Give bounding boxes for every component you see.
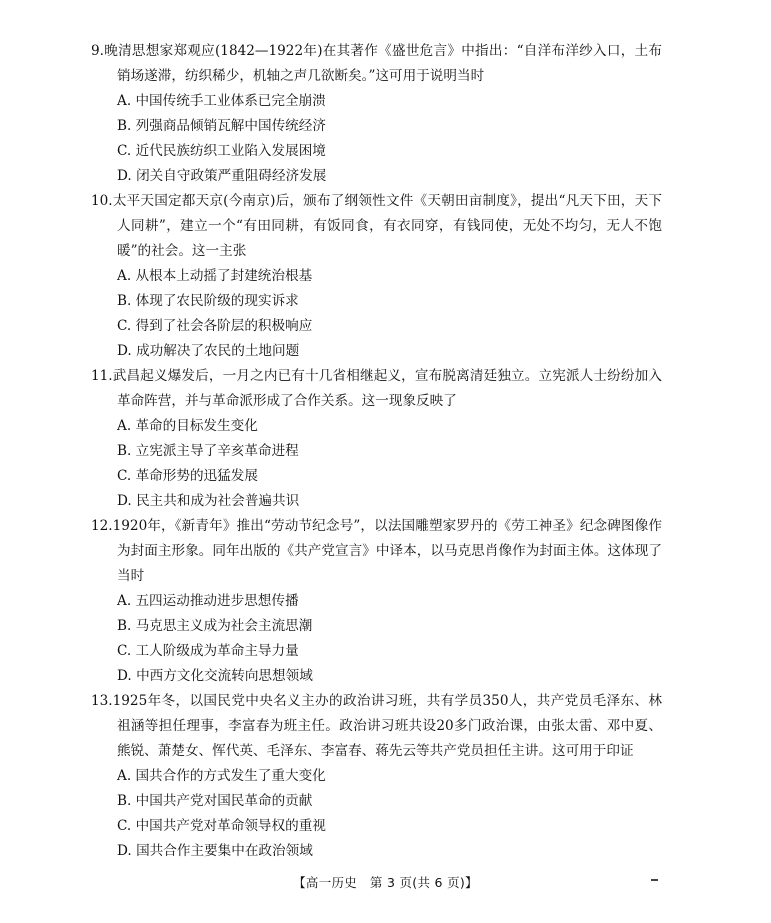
option-c: C. 得到了社会各阶层的积极响应 xyxy=(117,318,313,334)
option-b: B. 体现了农民阶级的现实诉求 xyxy=(117,293,299,309)
option-a: A. 从根本上动摇了封建统治根基 xyxy=(117,268,313,284)
option-a: A. 国共合作的方式发生了重大变化 xyxy=(117,768,326,784)
question-text: 晚清思想家郑观应(1842—1922年)在其著作《盛世危言》中指出：“自洋布洋纱入口，土布销场遂滞，纺织稀少，机轴之声几欲断矣。”这可用于说明当时 xyxy=(103,43,662,84)
option-b: B. 列强商品倾销瓦解中国传统经济 xyxy=(117,118,326,134)
question-stem xyxy=(91,689,662,764)
option-c: C. 近代民族纺织工业陷入发展困境 xyxy=(117,143,326,159)
question-text: 武昌起义爆发后，一月之内已有十几省相继起义，宣布脱离清廷独立。立宪派人士纷纷加入革命阵营，并与革命派形成了合作关系。这一现象反映了 xyxy=(112,368,662,409)
page-footer: 【高一历史 第 3 页(共 6 页)】 xyxy=(293,875,478,890)
option-b: B. 中国共产党对国民革命的贡献 xyxy=(117,793,313,809)
question-number: 11. xyxy=(91,368,113,384)
option-b: B. 马克思主义成为社会主流思潮 xyxy=(117,618,313,634)
option-c: C. 工人阶级成为革命主导力量 xyxy=(117,643,299,659)
question-12 xyxy=(91,514,662,689)
option-a: A. 中国传统手工业体系已完全崩溃 xyxy=(117,93,326,109)
option-d: D. 成功解决了农民的土地问题 xyxy=(117,343,300,359)
option-d: D. 国共合作主要集中在政治领域 xyxy=(117,843,313,859)
question-text: 1925年冬，以国民党中央名义主办的政治讲习班，共有学员350人，共产党员毛泽东、林祖涵等担任理事，李富春为班主任。政治讲习班共设20多门政治课，由张太雷、邓中夏、熊锐、萧楚女、恽代英、毛泽东、李富春、蒋先云等共产党员担任主讲。这可用于印证 xyxy=(112,693,662,759)
option-d: D. 中西方文化交流转向思想领域 xyxy=(117,668,313,684)
question-stem xyxy=(91,189,662,264)
question-13 xyxy=(91,689,662,864)
option-d: D. 民主共和成为社会普遍共识 xyxy=(117,493,300,509)
question-9 xyxy=(91,39,662,189)
option-a: A. 革命的目标发生变化 xyxy=(117,418,258,434)
question-10 xyxy=(91,189,662,364)
question-number: 9. xyxy=(91,43,104,59)
question-stem xyxy=(91,514,662,589)
question-number: 10. xyxy=(91,193,113,209)
option-b: B. 立宪派主导了辛亥革命进程 xyxy=(117,443,299,459)
option-d: D. 闭关自守政策严重阻碍经济发展 xyxy=(117,168,327,184)
question-number: 13. xyxy=(91,693,113,709)
question-stem xyxy=(91,39,662,89)
option-a: A. 五四运动推动进步思想传播 xyxy=(117,593,299,609)
corner-mark xyxy=(651,879,658,881)
question-11 xyxy=(91,364,662,514)
option-c: C. 中国共产党对革命领导权的重视 xyxy=(117,818,326,834)
question-text: 太平天国定都天京(今南京)后，颁布了纲领性文件《天朝田亩制度》，提出“凡天下田，天下人同耕”，建立一个“有田同耕，有饭同食，有衣同穿，有钱同使，无处不均匀，无人不饱暖”的社会。这一主张 xyxy=(112,193,662,259)
question-stem xyxy=(91,364,662,414)
option-c: C. 革命形势的迅猛发展 xyxy=(117,468,258,484)
question-number: 12. xyxy=(91,518,113,534)
question-text: 1920年，《新青年》推出“劳动节纪念号”，以法国雕塑家罗丹的《劳工神圣》纪念碑图像作为封面主形象。同年出版的《共产党宣言》中译本，以马克思肖像作为封面主体。这体现了当时 xyxy=(112,518,662,584)
